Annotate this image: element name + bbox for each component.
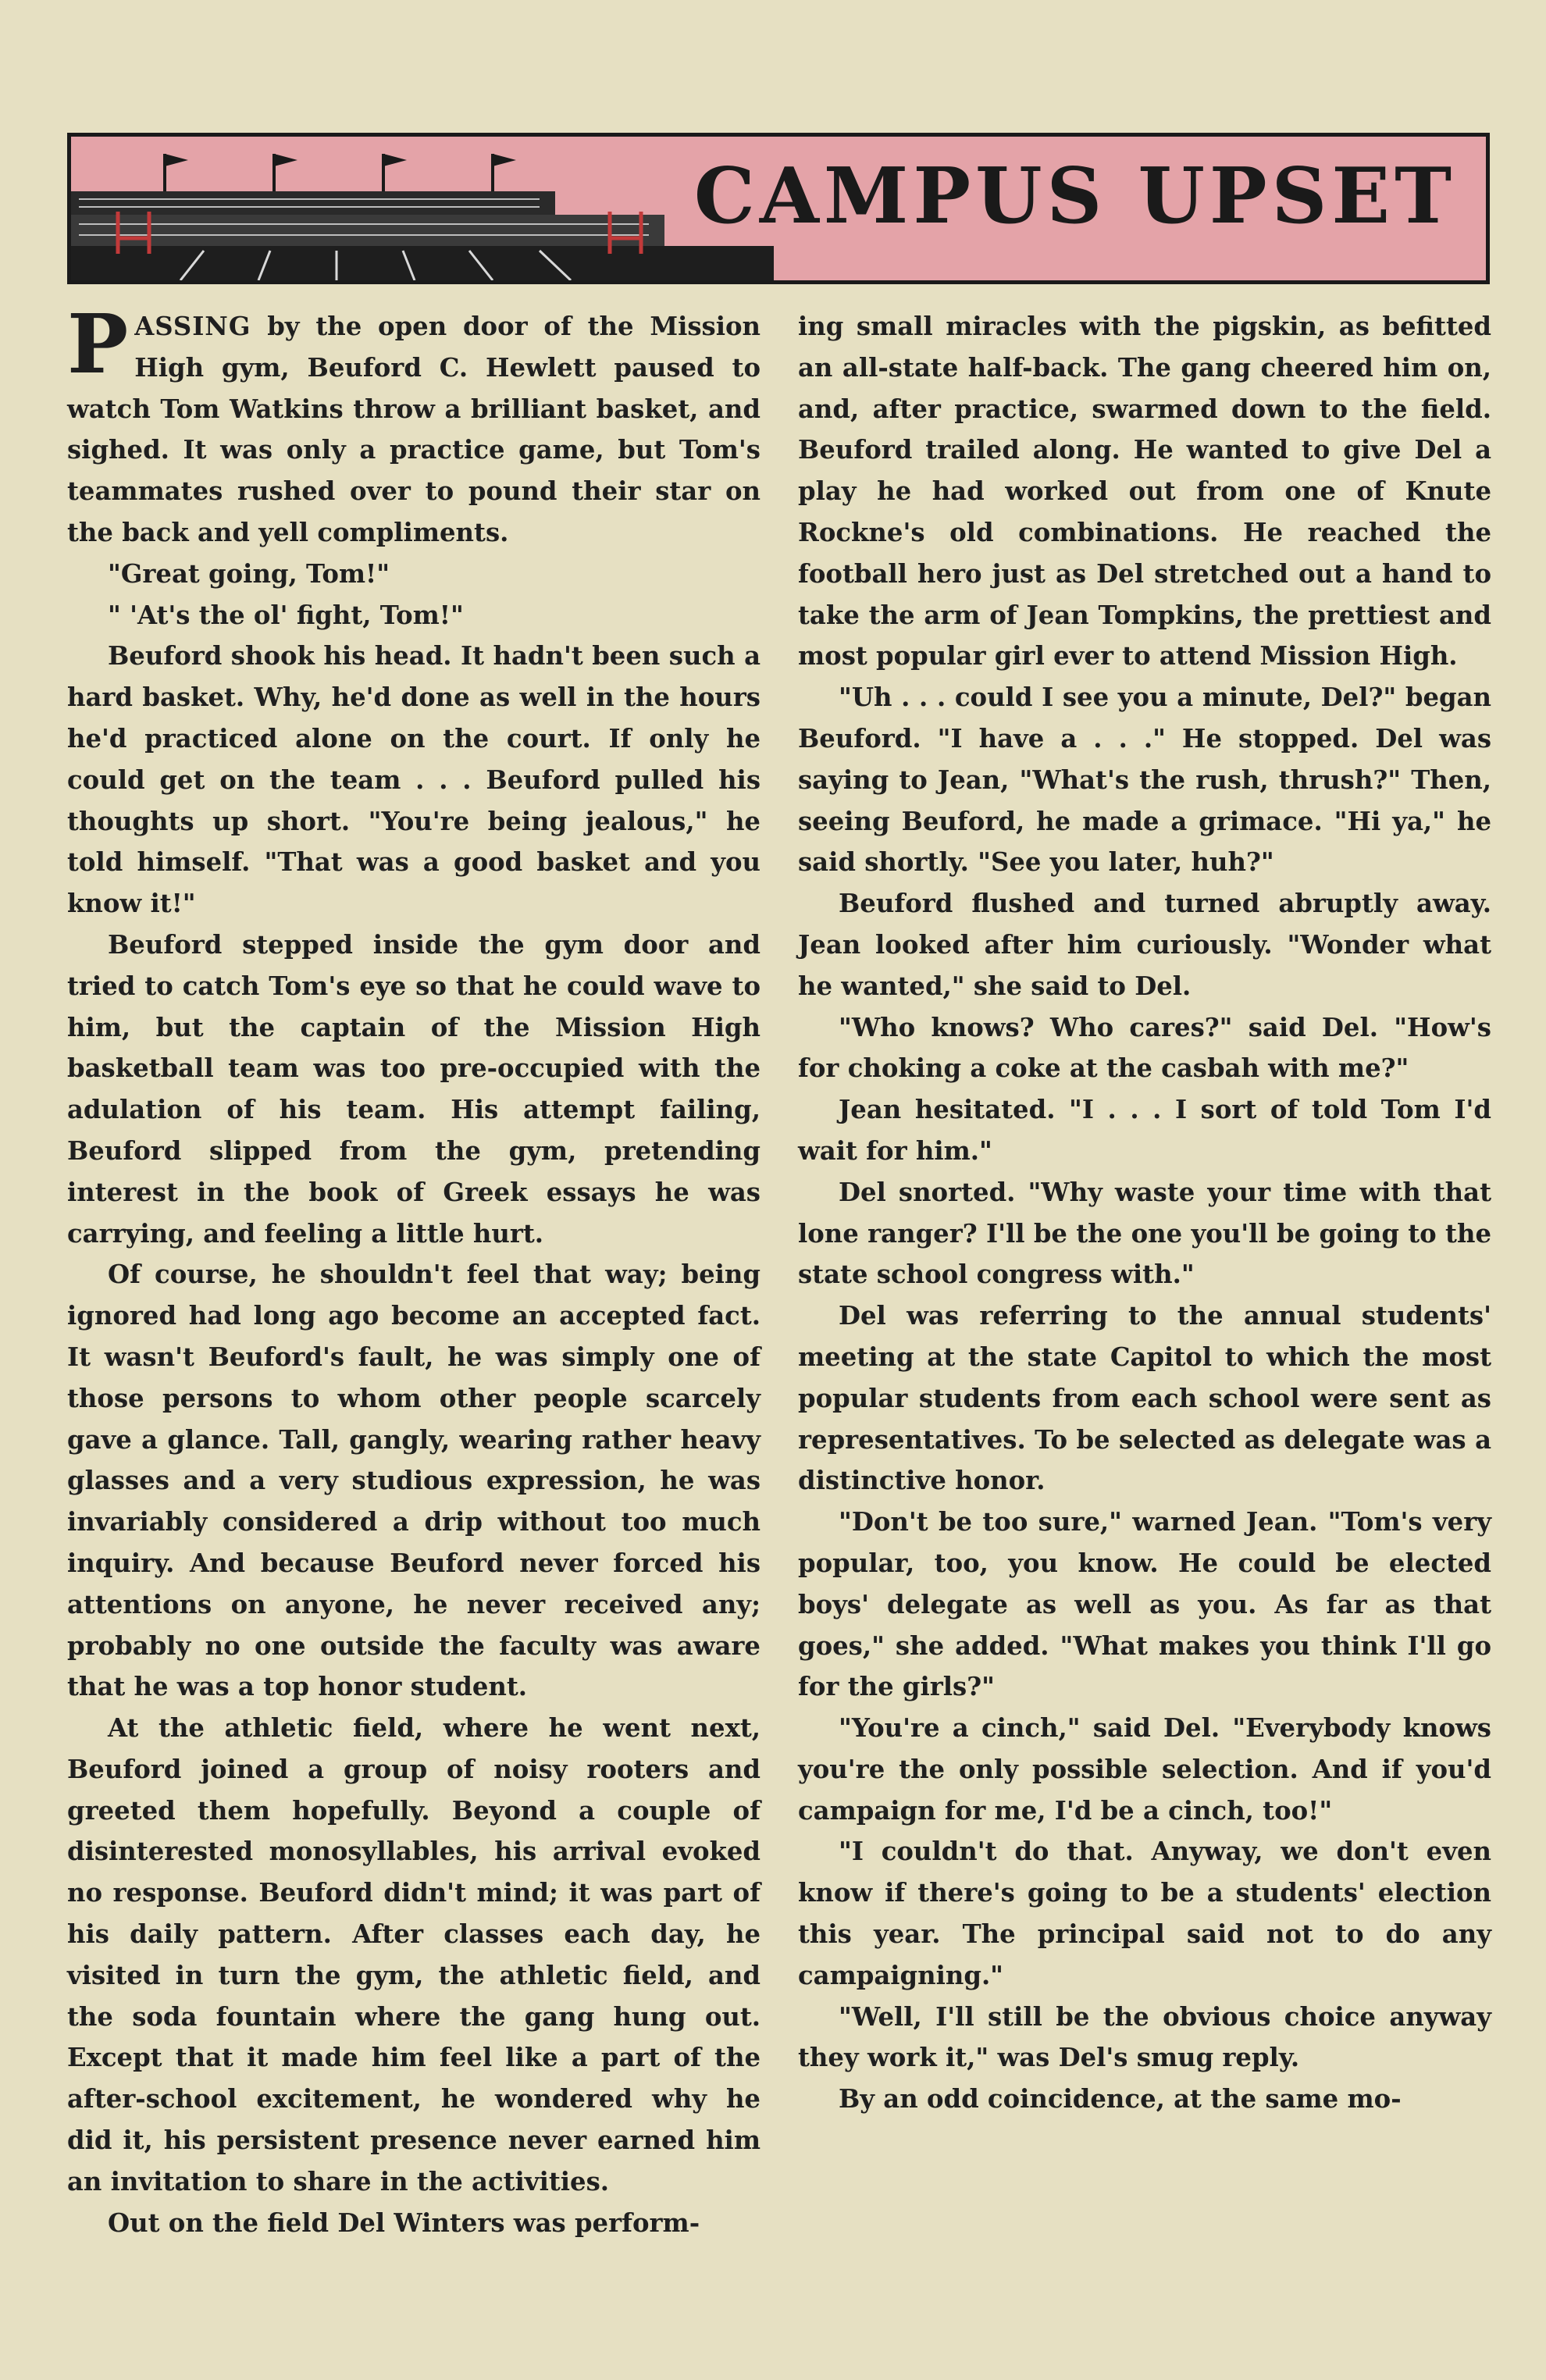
article-paragraph: Beuford stepped inside the gym door and tried to catch Tom's eye so that he could wave to him, but the captain of the Mission High basketball team was too pre-occupied with the adulation of his team. His attempt failing, Beuford slipped from the gym, pretending interest in the book of Greek essays he was carrying, and feeling a little hurt. (67, 929, 761, 1249)
opening-word: ASSING (134, 312, 251, 341)
article-paragraph: At the athletic field, where he went next, Beuford joined a group of noisy rooters and greeted them hopefully. Beyond a couple of disinterested monosyllables, his arrival evoked no response. Beuford didn't mind; it was part of his daily pattern. After classes each day, he visited in turn the gym, the athletic field, and the soda fountain where the gang hung out. Except that it made him feel like a part of the after-school excitement, he wondered why he did it, his persistent presence never earned him an invitation to share in the activities. (67, 1713, 761, 2197)
story-title: CAMPUS UPSET (693, 151, 1456, 241)
article-paragraph: "You're a cinch," said Del. "Everybody knows you're the only possible selection. And if you'd campaign for me, I'd be a cinch, too!" (798, 1713, 1491, 1826)
article-paragraph: Beuford shook his head. It hadn't been such a hard basket. Why, he'd done as well in the hours he'd practiced alone on the court. If only he could get on the team . . . Beuford pulled his thoughts up short. "You're being jealous," he told himself. "That was a good basket and you know it!" (67, 641, 761, 919)
article-paragraph: "I couldn't do that. Anyway, we don't even know if there's going to be a students' election this year. The principal said not to do any campaigning." (798, 1837, 1491, 1990)
paragraph-text: by the open door of the Mission High gym, Beuford C. Hewlett paused to watch Tom Watkins throw a brilliant basket, and sighed. It was only a practice game, but Tom's teammates rushed over to pound their star on the back and yell compliments. (67, 312, 761, 547)
article-paragraph: " 'At's the ol' fight, Tom!" (108, 600, 464, 630)
article-paragraph: "Don't be too sure," warned Jean. "Tom's very popular, too, you know. He could be elected boys' delegate as well as you. As far as that goes," she added. "What makes you think I'll go for the girls?" (798, 1507, 1491, 1702)
article-paragraph: "Great going, Tom!" (108, 558, 390, 589)
article-paragraph: ing small miracles with the pigskin, as befitted an all-state half-back. The gang cheered him on, and, after practice, swarmed down to the field. Beuford trailed along. He wanted to give Del a play he had worked out from one of Knute Rockne's old combinations. He reached the football hero just as Del stretched out a hand to take the arm of Jean Tompkins, the prettiest and most popular girl ever to attend Mission High. (798, 312, 1491, 672)
article-paragraph: "Who knows? Who cares?" said Del. "How's for choking a coke at the casbah with me?" (798, 1012, 1491, 1084)
story-title-banner (67, 133, 1490, 284)
article-paragraph: Beuford flushed and turned abruptly away. Jean looked after him curiously. "Wonder what he wanted," she said to Del. (798, 889, 1491, 1001)
article-paragraph: "Well, I'll still be the obvious choice anyway they work it," was Del's smug reply. (798, 2001, 1491, 2073)
article-paragraph: Del was referring to the annual students' meeting at the state Capitol to which the most popular students from each school were sent as representatives. To be selected as delegate was a distinctive honor. (798, 1301, 1491, 1496)
stadium-illustration (71, 137, 774, 280)
article-paragraph: "Uh . . . could I see you a minute, Del?" began Beuford. "I have a . . ." He stopped. Del was saying to Jean, "What's the rush, thrush?" Then, seeing Beuford, he made a grimace. "Hi ya," he said shortly. "See you later, huh?" (798, 682, 1491, 878)
article-paragraph (67, 296, 761, 554)
article-paragraph: Of course, he shouldn't feel that way; being ignored had long ago become an accepted fact. It wasn't Beuford's fault, he was simply one of those persons to whom other people scarcely gave a glance. Tall, gangly, wearing rather heavy glasses and a very studious expression, he was invariably considered a drip without too much inquiry. And because Beuford never forced his attentions on anyone, he never received any; probably no one outside the faculty was aware that he was a top honor student. (67, 1259, 761, 1702)
article-column-left (67, 296, 761, 2238)
article-paragraph: Out on the field Del Winters was perform- (108, 2207, 700, 2238)
drop-cap: P (67, 296, 129, 392)
article-column-right (798, 306, 1491, 2235)
article-paragraph: Jean hesitated. "I . . . I sort of told Tom I'd wait for him." (798, 1095, 1491, 1166)
article-paragraph: By an odd coincidence, at the same mo- (839, 2084, 1402, 2115)
article-paragraph: Del snorted. "Why waste your time with that lone ranger? I'll be the one you'll be going to the state school congress with." (798, 1177, 1491, 1290)
